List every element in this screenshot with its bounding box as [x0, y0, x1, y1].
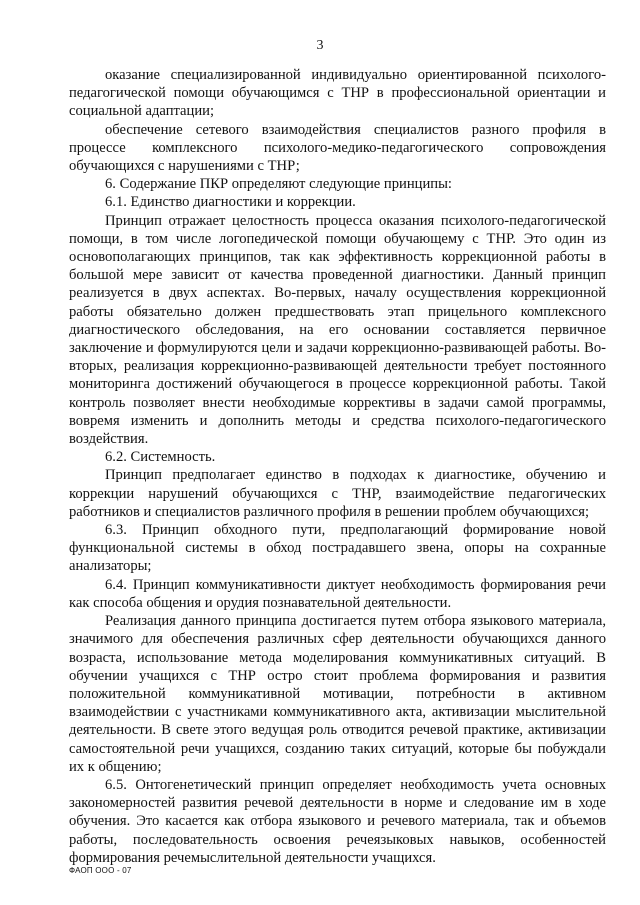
paragraph-list-item-support: оказание специализированной индивидуально ориентированной психолого-педагогической помощи обучающимся с ТНР в профессиональной ориентации и социальной адаптации;	[69, 67, 606, 120]
subsection-heading-6-1: 6.1. Единство диагностики и коррекции.	[105, 194, 356, 211]
subsection-heading-6-2: 6.2. Системность.	[105, 449, 216, 466]
paragraph-principle-6-1: Принцип отражает целостность процесса оказания психолого-педагогической помощи, в том числе логопедической помощи обучающему с ТНР. Это один из основополагающих принципов, так как эффективность коррекционной работы в большой мере зависит от качества проведенной диагностики. Данный принцип реализуется в двух аспектах. Во-первых, началу осуществления коррекционной работы обязательно должен предшествовать этап прицельного комплексного диагностического обследования, на его основании составляется первичное заключение и формулируются цели и задачи коррекционно-развивающей работы. Во-вторых, реализация коррекционно-развивающей деятельности требует постоянного мониторинга достижений обучающегося в процессе коррекционной работы. Такой контроль позволяет внести необходимые коррективы в задачи самой программы, вовремя изменить и дополнить методы и средства психолого-педагогического воздействия.	[69, 212, 606, 448]
paragraph-principle-6-3: 6.3. Принцип обходного пути, предполагающий формирование новой функциональной системы в обход пострадавшего звена, опоры на сохранные анализаторы;	[69, 522, 606, 575]
paragraph-list-item-network: обеспечение сетевого взаимодействия специалистов разного профиля в процессе комплексного психолого-медико-педагогического сопровождения обучающихся с нарушениями с ТНР;	[69, 121, 606, 175]
section-heading-principles: 6. Содержание ПКР определяют следующие принципы:	[105, 176, 452, 193]
page-number: 3	[316, 38, 324, 53]
paragraph-principle-6-2: Принцип предполагает единство в подходах к диагностике, обучению и коррекции нарушений обучающихся с ТНР, взаимодействие педагогических работников и специалистов различного профиля в решении проблем обучающихся;	[69, 467, 606, 520]
paragraph-principle-6-5: 6.5. Онтогенетический принцип определяет необходимость учета основных закономерностей развития речевой деятельности в норме и следование им в ходе обучения. Это касается как отбора языкового и речевого материала, так и объемов работы, последовательность освоения речеязыковых навыков, особенностей формирования речемыслительной деятельности учащихся.	[69, 776, 606, 866]
paragraph-principle-6-4-detail: Реализация данного принципа достигается путем отбора языкового материала, значимого для обеспечения различных сфер деятельности обучающихся данного возраста, использование метода моделирования коммуникативных ситуаций. В обучении учащихся с ТНР остро стоит проблема формирования и развития положительной коммуникативной мотивации, потребности в активном взаимодействии с участниками коммуникативного акта, активизации мыслительной деятельности. В свете этого ведущая роль отводится речевой практике, активизации самостоятельной речи учащихся, созданию таких ситуаций, которые бы побуждали их к общению;	[69, 613, 606, 775]
document-body	[69, 66, 606, 867]
footer-document-code: ФАОП ООО - 07	[69, 866, 132, 875]
paragraph-principle-6-4: 6.4. Принцип коммуникативности диктует необходимость формирования речи как способа общения и орудия познавательной деятельности.	[69, 576, 606, 611]
